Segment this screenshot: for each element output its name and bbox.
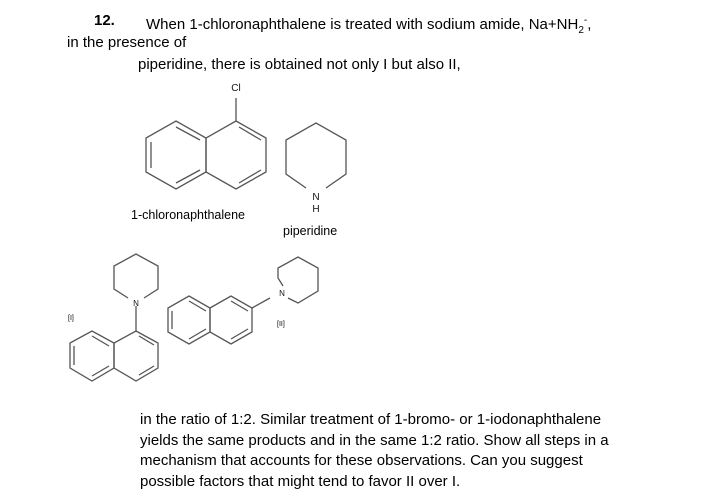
piperidine-nitrogen-label: N [312,192,320,203]
conclusion-line-2: yields the same products and in the same 1:2 ratio. Show all steps in a [140,431,609,449]
question-line-3: piperidine, there is obtained not only I but also II, [138,56,461,73]
product-1-label: [I] [68,315,74,322]
question-number: 12. [94,12,115,29]
product-2-structure [168,257,318,344]
nh2-subscript: 2 [578,25,584,36]
product-1-nitrogen-label: N [133,299,139,308]
conclusion-line-3: mechanism that accounts for these observations. Can you suggest [140,452,583,469]
product-1-structure [70,254,158,381]
piperidine-hydrogen-label: H [312,204,320,215]
question-line-1-text: When 1-chloronaphthalene is treated with sodium amide, Na+NH [146,16,579,33]
conclusion-paragraph [140,410,660,492]
conclusion-line-4: possible factors that might tend to favor II over I. [140,472,461,490]
chlorine-atom-label: Cl [231,83,241,94]
chloronaphthalene-label: 1-chloronaphthalene [131,208,245,222]
charge-superscript: - [583,15,588,26]
question-line-2: in the presence of [67,34,187,51]
product-2-nitrogen-label: N [279,289,285,298]
product-2-label: [II] [277,321,285,328]
piperidine-label: piperidine [283,224,338,238]
chloronaphthalene-structure [146,98,266,189]
question-line-1-end: , [587,16,592,33]
conclusion-line-1: in the ratio of 1:2. Similar treatment of 1-bromo- or 1-iodonaphthalene [140,411,602,428]
piperidine-structure [286,123,346,188]
